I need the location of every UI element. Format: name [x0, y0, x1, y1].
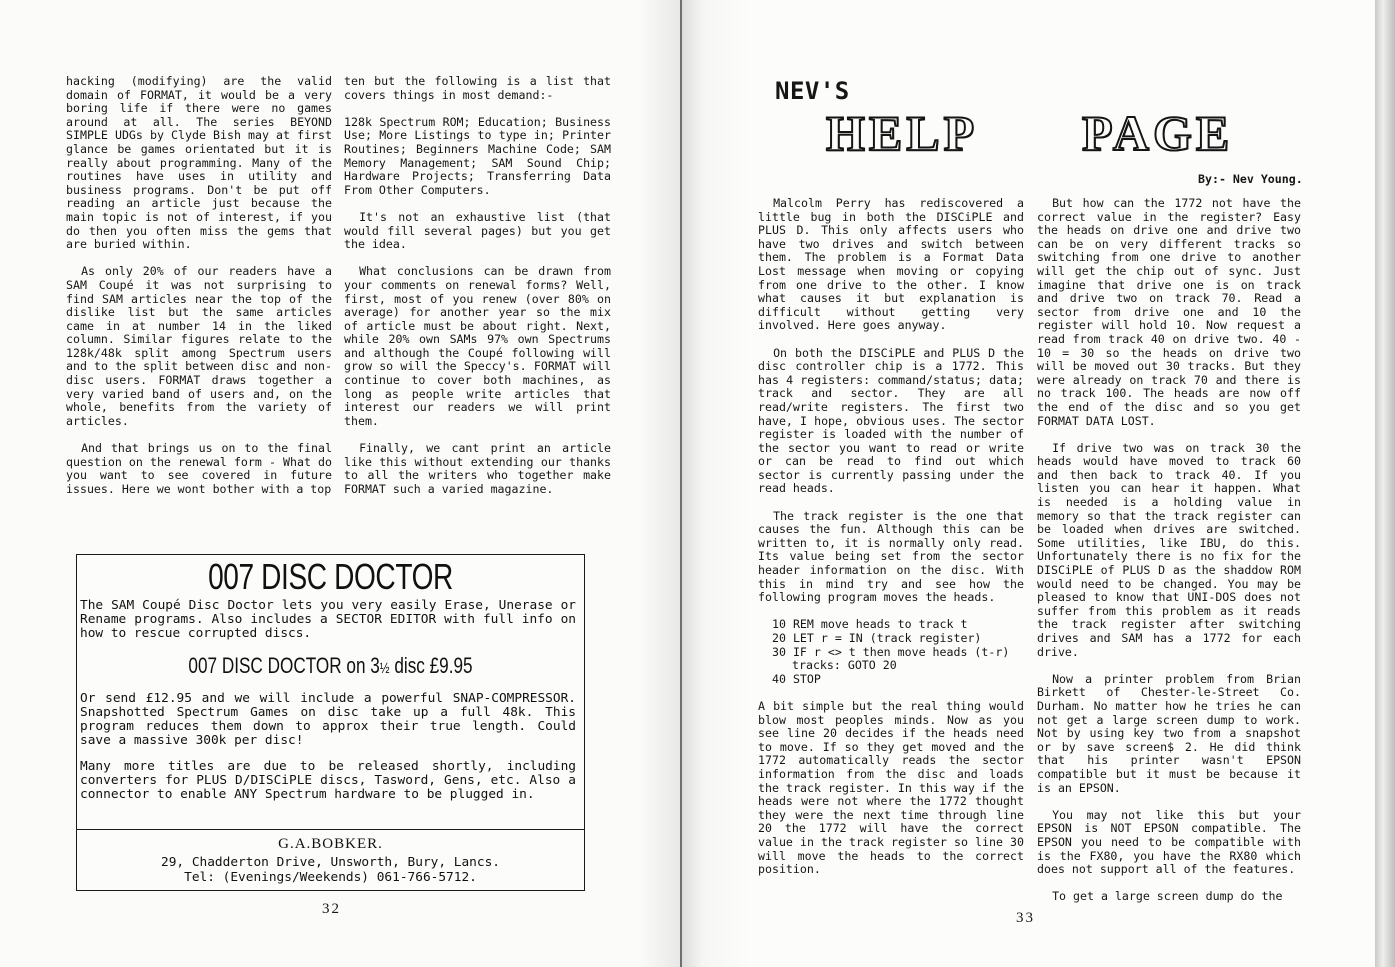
paragraph: As only 20% of our readers have a SAM Coupé it was not surprising to find SAM articles near the top of the dislike list but the same articles came in at number 14 in the liked column. Similar figures relate to the 128k/48k split among Spectrum users and to the split between disc and non-disc users. FORMAT draws together a very varied band of users and, on the whole, benefits from the variety of articles. — [66, 264, 332, 428]
listing-line: 10 REM move heads to track t — [772, 617, 968, 632]
paragraph: On both the DISCiPLE and PLUS D the disc controller chip is a 1772. This has 4 registers: command/status; data; track and sector. They are all read/write registers. The first two have, I hope, obvious uses. The sector register is loaded with the number of the sector you want to read or write or can be read to find out which sector is currently passing under the read heads. — [758, 345, 1024, 496]
paragraph: The track register is the one that causes the fun. Although this can be written to, it is normally only read. Its value being set from the sector header information on the disc. With this in mind try and see how the following program moves the heads. — [758, 508, 1024, 605]
listing-line: 40 STOP — [772, 671, 821, 686]
paragraph: But how can the 1772 not have the correct value in the register? Easy the heads on drive one and drive two can be on very different tracks so switching from one drive to another will get the chip out of sync. Just imagine that drive one is on track and drive two on track 70. Read a sector from drive one and 10 the register will hold 10. Now request a read from track 40 on drive two. 40 - 10 = 30 so the heads on drive two will be moved out 30 tracks. But they were already on track 70 and there is no track 100. The heads are now off the end of the disc and so you get FORMAT DATA LOST. — [1037, 196, 1301, 428]
left-column-2 — [344, 75, 611, 510]
page-number: 32 — [322, 901, 341, 917]
advert-subtitle — [133, 653, 528, 682]
heading-small: NEV'S — [775, 77, 850, 105]
paragraph: hacking (modifying) are the valid domain of FORMAT, it would be a very boring life if there were no games around at all. The series BEYOND SIMPLE UDGs by Clyde Bish may at first glance be games orientated but it is really about programming. Many of the routines have uses in utility and business programs. Don't be put off reading an article just because the main topic is not of interest, if you do then you often miss the gems that are buried within. — [66, 74, 332, 252]
company-address: 29, Chadderton Drive, Unsworth, Bury, Lancs. — [161, 855, 500, 870]
paragraph: 128k Spectrum ROM; Education; Business Use; More Listings to type in; Printer Routines; Beginners Machine Code; SAM Memory Management; SAM Sound Chip; Hardware Projects; Transferring Data From Other Computers. — [344, 114, 611, 197]
heading-help: HELP — [826, 105, 979, 161]
heading-page: PAGE — [1082, 105, 1234, 161]
paragraph: If drive two was on track 30 the heads would have moved to track 60 and then back to track 40. If you listen you can hear it happen. What is needed is a holding value in memory so that the track register can be loaded when drives are switched. Some utilities, like IBU, do this. Unfortunately there is no fix for the DISCiPLE of PLUS D as the shaddow ROM would need to be changed. You may be pleased to know that UNI-DOS does not suffer from this problem as it reads the track register after switching drives and SAM has a 1772 for each drive. — [1037, 440, 1301, 659]
paragraph: What conclusions can be drawn from your comments on renewal forms? Well, first, most of you renew (over 80% on average) for another year so the mix of article must be about right. Next, while 20% own SAMs 97% own Spectrums and although the Coupé following will grow so will the Speccy's. FORMAT will continue to cover both machines, as long as people write articles that interest our readers we will print them. — [344, 264, 611, 428]
paragraph: Now a printer problem from Brian Birkett of Chester-le-Street Co. Durham. No matter how he tries he can not get a large screen dump to work. Not by using key two from a snapshot or by save screen$ 2. He did think that his printer wasn't EPSON compatible but it must be because it is an EPSON. — [1037, 671, 1301, 795]
paragraph: Finally, we cant print an article like this without extending our thanks to all the writers who together make FORMAT such a varied magazine. — [344, 441, 611, 496]
paragraph: You may not like this but your EPSON is NOT EPSON compatible. The EPSON you need to be compatible with is the FX80, you have the RX80 which does not support all of the features. — [1037, 807, 1301, 877]
left-column-1 — [66, 75, 332, 510]
right-column-1 — [758, 197, 1024, 890]
paragraph: It's not an exhaustive list (that would fill several pages) but you get the idea. — [344, 209, 611, 252]
advert-footer — [77, 829, 584, 885]
company-telephone: Tel: (Evenings/Weekends) 061-766-5712. — [184, 870, 477, 885]
listing-line: 30 IF r <> t then move heads (t-r) — [772, 644, 1010, 659]
advert-subtitle-main: 007 DISC DOCTOR on 3 — [188, 653, 380, 678]
paragraph: ten but the following is a list that covers things in most demand:- — [344, 74, 611, 102]
advert-subtitle-price: disc £9.95 — [389, 653, 473, 678]
byline: By:- Nev Young. — [1198, 172, 1303, 186]
book-edge — [1375, 0, 1395, 967]
program-listing — [758, 618, 1024, 686]
left-page — [0, 0, 680, 967]
disc-doctor-advert — [76, 554, 585, 891]
paragraph: Malcolm Perry has rediscovered a little bug in both the DISCiPLE and PLUS D. This only affects users who have two drives and switch between them. The problem is a Format Data Lost message when moving or copying from one drive to the other. I know what causes it but explanation is difficult without getting very involved. Here goes anyway. — [758, 196, 1024, 333]
listing-line: 20 LET r = IN (track register) — [772, 631, 982, 645]
right-column-2 — [1037, 197, 1301, 917]
paragraph: To get a large screen dump do the — [1052, 889, 1283, 904]
right-page — [682, 0, 1375, 967]
advert-paragraph: The SAM Coupé Disc Doctor lets you very easily Erase, Unerase or Rename programs. Also includes a SECTOR EDITOR with full info on how to rescue corrupted discs. — [80, 598, 576, 641]
listing-line: tracks: GOTO 20 — [792, 658, 897, 673]
company-name: G.A.BOBKER. — [278, 836, 383, 852]
advert-paragraph: Many more titles are due to be released shortly, including converters for PLUS D/DISCiPLE discs, Tasword, Gens, etc. Also a connector to enable ANY Spectrum hardware to be plugged in. — [80, 759, 576, 802]
advert-paragraph: Or send £12.95 and we will include a powerful SNAP-COMPRESSOR. Snapshotted Spectrum Games on disc take up a full 48k. This program reduces them down to approx their true length. Could save a massive 300k per disc! — [80, 691, 576, 748]
advert-subtitle-fraction: ½ — [379, 660, 390, 677]
paragraph: A bit simple but the real thing would blow most peoples minds. Now as you see line 20 decides if the heads need to move. If so they get moved and the 1772 automatically reads the sector information from the disc and loads the track register. In this way if the heads were not where the 1772 thought they were the next time through line 20 the 1772 will have the correct value in the track register so line 30 will move the heads to the correct position. — [758, 698, 1024, 877]
page-number: 33 — [1016, 910, 1035, 926]
advert-title: 007 DISC DOCTOR — [208, 556, 453, 597]
paragraph: And that brings us on to the final question on the renewal form - What do you want to see covered in future issues. Here we wont bother with a top — [66, 441, 332, 496]
